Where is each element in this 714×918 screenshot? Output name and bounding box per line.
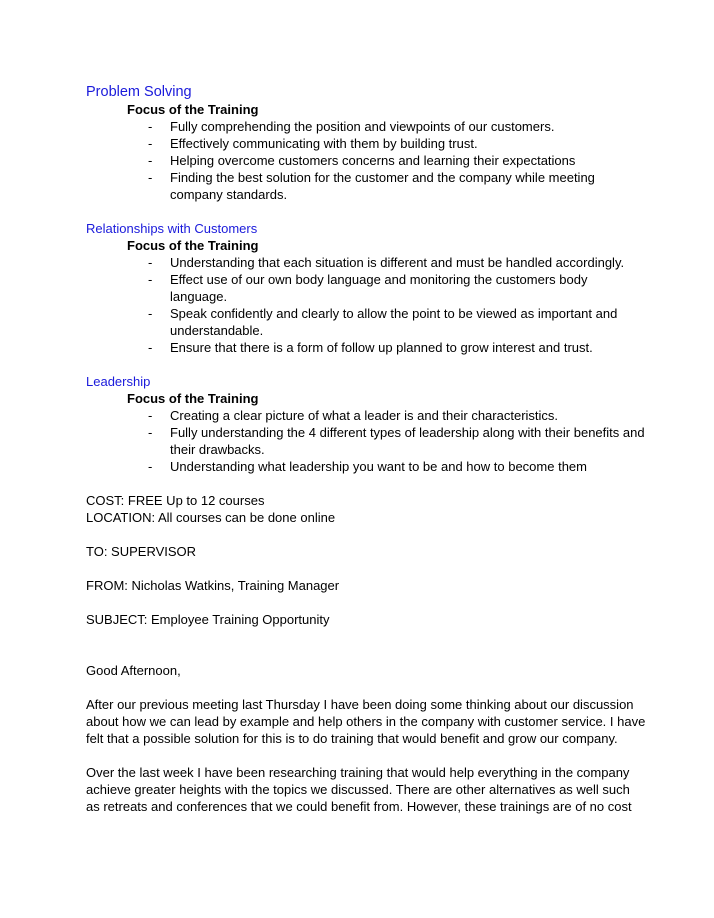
dash-marker: -	[148, 340, 153, 355]
list-item-text: Ensure that there is a form of follow up planned to grow interest and trust.	[170, 340, 593, 355]
spacer	[86, 560, 646, 577]
dash-marker: -	[148, 136, 153, 151]
bullet-list	[86, 118, 646, 203]
spacer	[86, 356, 646, 373]
list-item	[86, 305, 646, 339]
body-paragraph: Over the last week I have been researching training that would help everything in the company achieve greater heights with the topics we discussed. There are other alternatives as well such as retreats and conferences that we could benefit from. However, these trainings are of no cost	[86, 765, 632, 814]
section-relationships	[86, 220, 646, 356]
list-item-text: Understanding that each situation is different and must be handled accordingly.	[170, 255, 625, 270]
location-line: LOCATION: All courses can be done online	[86, 510, 336, 525]
list-item-text: Speak confidently and clearly to allow the point to be viewed as important and understandable.	[170, 306, 618, 338]
list-item	[86, 424, 646, 458]
list-item	[86, 271, 646, 305]
memo-subject: SUBJECT: Employee Training Opportunity	[86, 612, 330, 627]
section-subtitle: Focus of the Training	[127, 102, 259, 117]
section-title: Leadership	[86, 374, 151, 389]
list-item	[86, 339, 646, 356]
spacer	[86, 628, 646, 645]
section-title: Relationships with Customers	[86, 221, 258, 236]
dash-marker: -	[148, 119, 153, 134]
section-leadership	[86, 373, 646, 475]
body-paragraph: After our previous meeting last Thursday I have been doing some thinking about our discussion about how we can lead by example and help others in the company with customer service. I have felt that a possible solution for this is to do training that would benefit and grow our company.	[86, 697, 646, 746]
list-item-text: Effectively communicating with them by building trust.	[170, 136, 478, 151]
dash-marker: -	[148, 459, 153, 474]
cost-line: COST: FREE Up to 12 courses	[86, 493, 265, 508]
list-item	[86, 169, 646, 203]
spacer	[86, 203, 646, 220]
greeting: Good Afternoon,	[86, 663, 181, 678]
spacer	[86, 679, 646, 696]
list-item	[86, 254, 646, 271]
spacer	[86, 526, 646, 543]
list-item	[86, 407, 646, 424]
list-item-text: Helping overcome customers concerns and learning their expectations	[170, 153, 576, 168]
dash-marker: -	[148, 425, 153, 440]
list-item-text: Finding the best solution for the customer and the company while meeting company standards.	[170, 170, 595, 202]
memo-from: FROM: Nicholas Watkins, Training Manager	[86, 578, 340, 593]
list-item	[86, 135, 646, 152]
dash-marker: -	[148, 272, 153, 287]
list-item	[86, 118, 646, 135]
spacer	[86, 594, 646, 611]
list-item-text: Fully comprehending the position and viewpoints of our customers.	[170, 119, 555, 134]
section-problem-solving	[86, 83, 646, 203]
bullet-list	[86, 407, 646, 475]
dash-marker: -	[148, 306, 153, 321]
spacer	[86, 645, 646, 662]
dash-marker: -	[148, 170, 153, 185]
list-item-text: Creating a clear picture of what a leader is and their characteristics.	[170, 408, 559, 423]
list-item-text: Fully understanding the 4 different types of leadership along with their benefits and their drawbacks.	[170, 425, 645, 457]
list-item	[86, 458, 646, 475]
bullet-list	[86, 254, 646, 356]
spacer	[86, 475, 646, 492]
list-item-text: Understanding what leadership you want to be and how to become them	[170, 459, 587, 474]
memo-to: TO: SUPERVISOR	[86, 544, 197, 559]
spacer	[86, 747, 646, 764]
section-subtitle: Focus of the Training	[127, 238, 259, 253]
dash-marker: -	[148, 153, 153, 168]
section-subtitle: Focus of the Training	[127, 391, 259, 406]
list-item-text: Effect use of our own body language and monitoring the customers body language.	[170, 272, 588, 304]
list-item	[86, 152, 646, 169]
dash-marker: -	[148, 408, 153, 423]
dash-marker: -	[148, 255, 153, 270]
section-title: Problem Solving	[86, 84, 192, 100]
document-content	[86, 83, 646, 815]
